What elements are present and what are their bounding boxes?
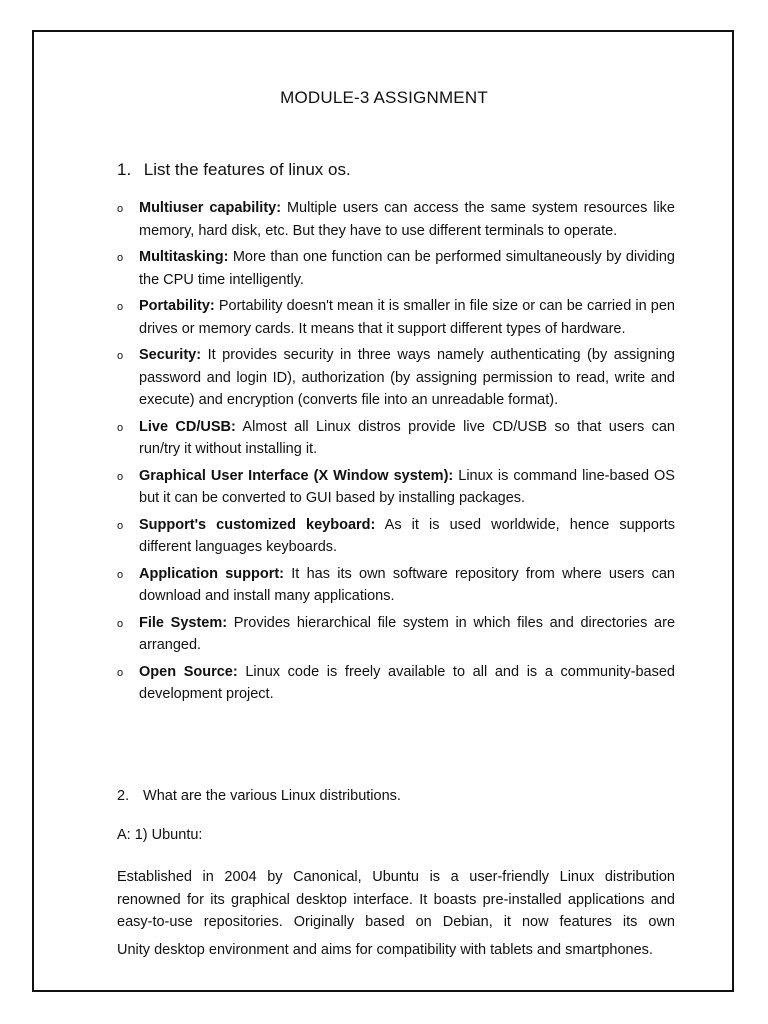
document-title: MODULE-3 ASSIGNMENT [280, 88, 488, 107]
paragraph-text: Established in 2004 by Canonical, Ubuntu is a user-friendly Linux distribution renowned for its graphical desktop interface. It boasts pre-installed applications and easy-to-use repositories. Originally based on Debian, it now features its own [117, 869, 675, 930]
question-2-number: 2. [117, 788, 130, 804]
feature-desc: More than one function can be performed simultaneously by dividing the CPU time intelligently. [139, 249, 675, 288]
feature-term: Multiuser capability: [139, 200, 282, 216]
list-item [117, 246, 675, 291]
feature-desc: Linux is command line-based OS but it can be converted to GUI based by installing packages. [139, 467, 675, 506]
feature-term: Live CD/USB: [139, 418, 236, 435]
bullet-icon: o [117, 666, 124, 679]
bullet-icon: o [117, 617, 124, 630]
feature-desc: Multiple users can access the same system resources like memory, hard disk, etc. But they have to use different terminals to operate. [139, 200, 675, 239]
list-item [117, 416, 675, 461]
feature-term: Application support: [139, 565, 285, 582]
feature-desc: Almost all Linux distros provide live CD/USB so that users can run/try it without installing it. [139, 418, 675, 457]
feature-desc: Linux code is freely available to all and is a community-based development project. [139, 663, 675, 702]
feature-desc: Provides hierarchical file system in which files and directories are arranged. [139, 614, 676, 653]
feature-term: Support's customized keyboard: [139, 516, 376, 533]
bullet-icon: o [117, 203, 124, 215]
bullet-icon: o [117, 350, 124, 362]
bullet-icon: o [117, 568, 124, 581]
answer-heading: A: 1) Ubuntu: [117, 827, 203, 843]
feature-term: Graphical User Interface (X Window system): [139, 467, 454, 484]
feature-desc: Portability doesn't mean it is smaller in file size or can be carried in pen drives or memory cards. It means that it support different types of hardware. [139, 298, 675, 337]
question-2-text: What are the various Linux distributions. [143, 788, 401, 804]
feature-term: Open Source: [139, 663, 238, 680]
feature-term: Security: [139, 347, 202, 363]
list-item [117, 661, 675, 706]
feature-list [117, 197, 675, 710]
question-2 [117, 788, 401, 804]
bullet-icon: o [117, 301, 124, 313]
feature-desc: It has its own software repository from where users can download and install many applications. [139, 565, 676, 604]
list-item [117, 563, 675, 608]
list-item [117, 295, 675, 340]
feature-term: Multitasking: [139, 249, 229, 265]
list-item [117, 612, 675, 657]
bullet-icon: o [117, 421, 124, 434]
feature-desc: As it is used worldwide, hence supports different languages keyboards. [139, 516, 675, 555]
list-item [117, 465, 675, 510]
paragraph-text: Unity desktop environment and aims for compatibility with tablets and smartphones. [117, 942, 653, 958]
question-1-number: 1. [117, 160, 132, 179]
feature-desc: It provides security in three ways namely authenticating (by assigning password and login ID), authorization (by assigning permission to read, write and execute) and encryption (converts file into an unreadable format). [139, 347, 675, 408]
list-item [117, 514, 675, 559]
ubuntu-paragraph-2 [117, 939, 675, 962]
bullet-icon: o [117, 252, 124, 264]
bullet-icon: o [117, 470, 124, 483]
question-1-text: List the features of linux os. [143, 160, 351, 179]
feature-term: File System: [139, 614, 228, 631]
feature-term: Portability: [139, 298, 215, 314]
question-1 [117, 160, 351, 180]
bullet-icon: o [117, 519, 124, 532]
list-item [117, 344, 675, 412]
ubuntu-paragraph-1 [117, 866, 675, 934]
list-item [117, 197, 675, 242]
